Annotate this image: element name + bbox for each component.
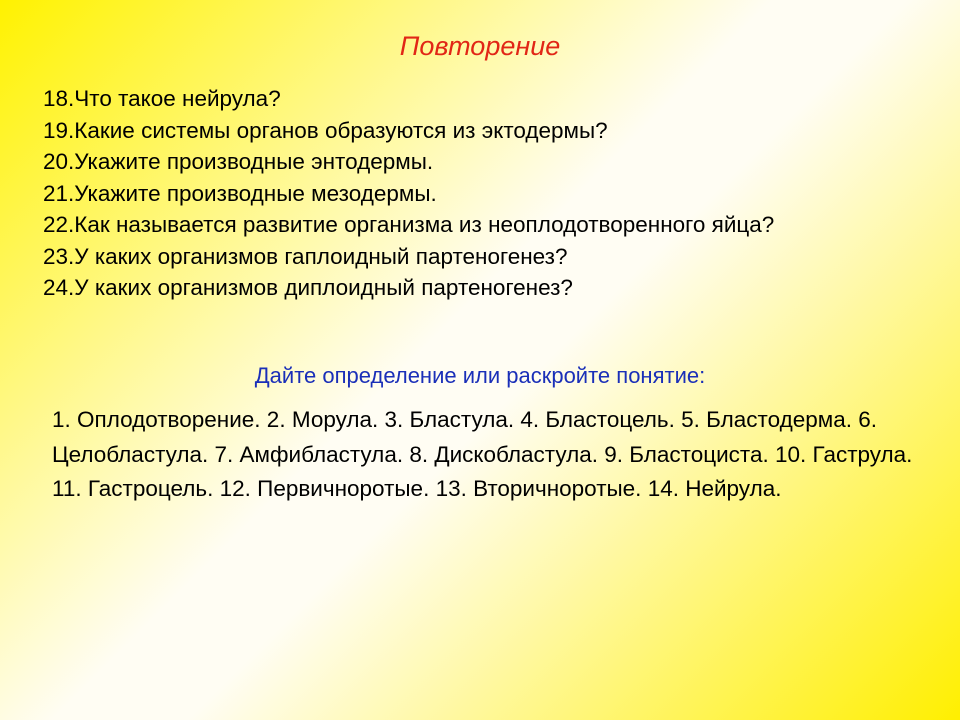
question-item: 22.Как называется развитие организма из неоплодотворенного яйца? xyxy=(43,212,775,237)
question-item: 20.Укажите производные энтодермы. xyxy=(43,149,434,174)
question-item: 18.Что такое нейрула? xyxy=(43,86,281,111)
definition-heading: Дайте определение или раскройте понятие: xyxy=(254,363,706,388)
slide-title: Повторение xyxy=(399,31,561,61)
question-item: 23.У каких организмов гаплоидный партеногенез? xyxy=(43,243,568,269)
question-item: 24.У каких организмов диплоидный партеногенез? xyxy=(43,275,573,300)
question-list xyxy=(43,83,943,304)
question-item: 21.Укажите производные мезодермы. xyxy=(43,180,437,206)
question-item: 19.Какие системы органов образуются из эктодермы? xyxy=(43,117,608,143)
terms-paragraph: 1. Оплодотворение. 2. Морула. 3. Бластула. 4. Бластоцель. 5. Бластодерма. 6. Целобластула. 7. Амфибластула. 8. Дискобластула. 9. Бластоциста. 10. Гаструла. 11. Гастроцель. 12. Первичноротые. 13. Вторичноротые. 14. Нейрула. xyxy=(52,407,913,501)
